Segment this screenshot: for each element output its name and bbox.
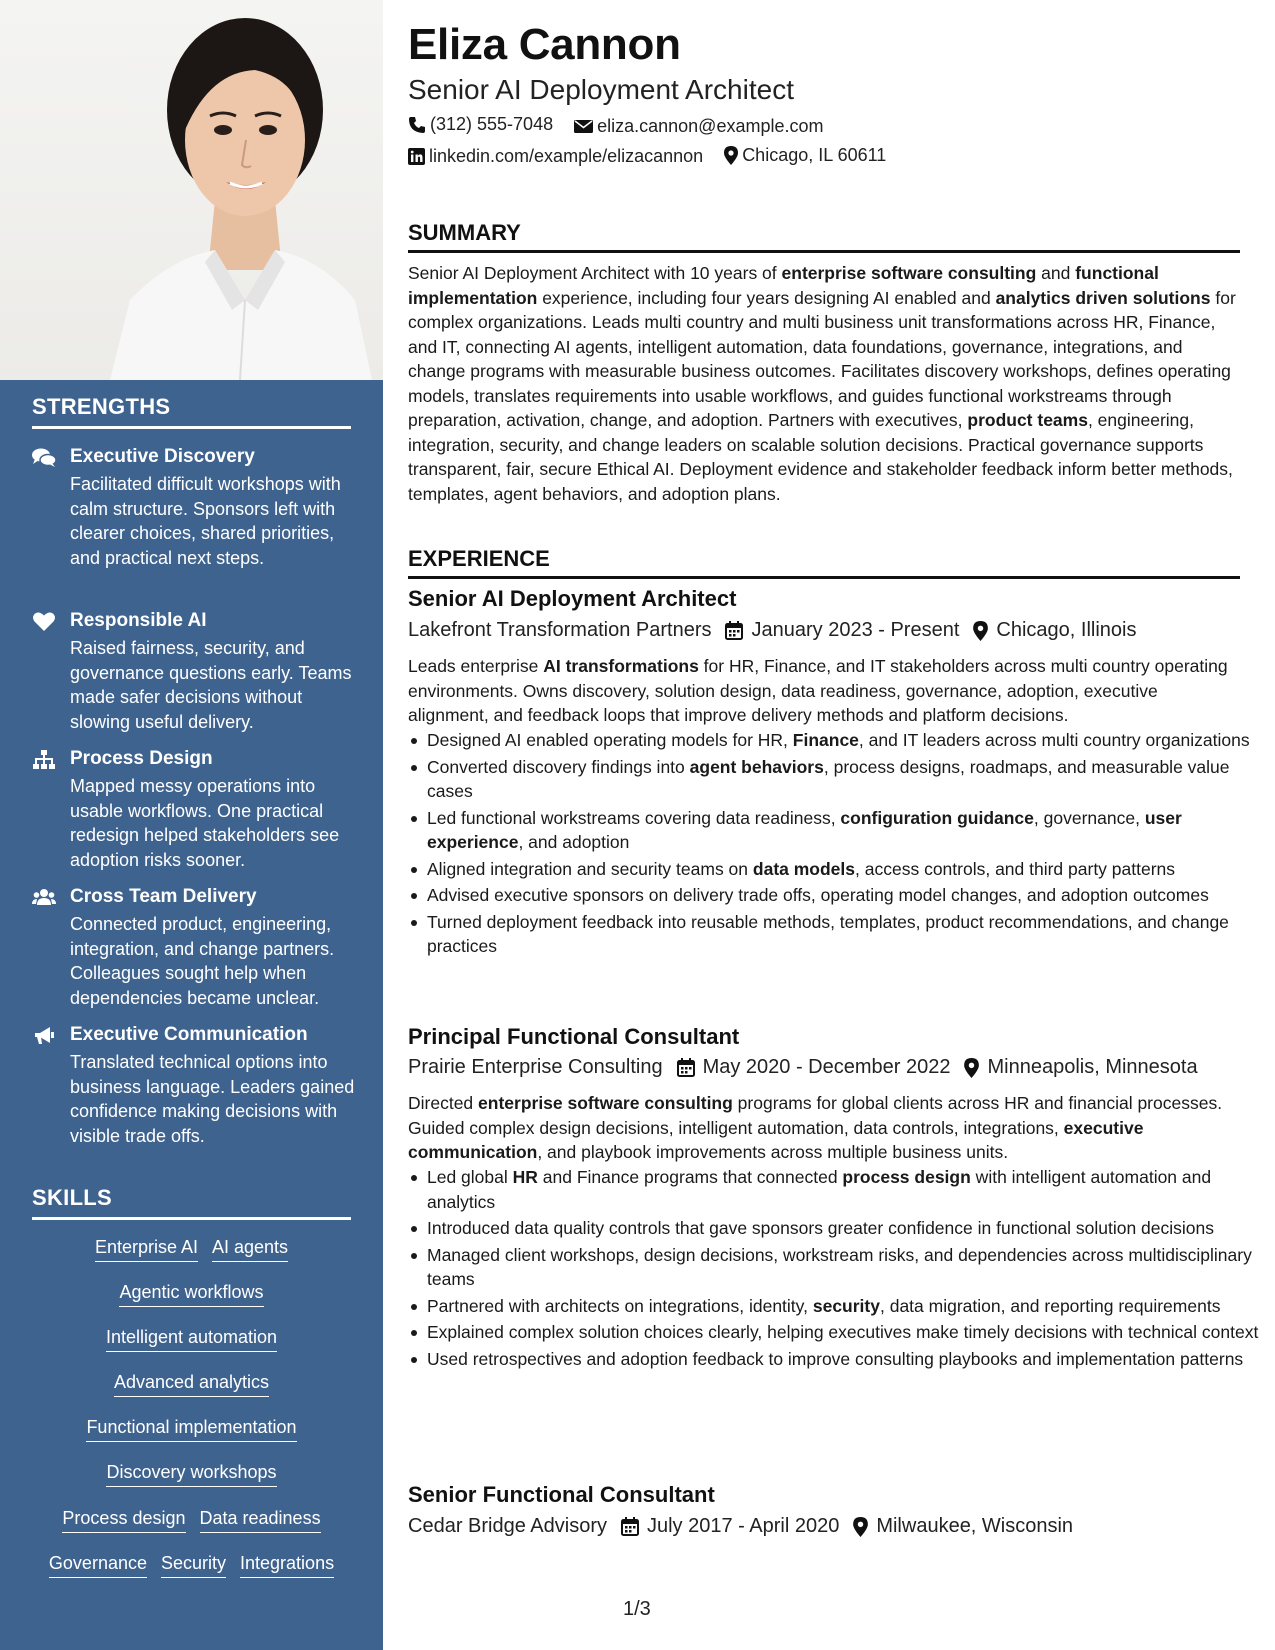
job-location	[964, 1056, 1197, 1079]
skill-tag: Discovery workshops	[106, 1460, 276, 1487]
strength-desc: Translated technical options into business language. Leaders gained confidence making decisions with visible trade offs.	[70, 1052, 355, 1146]
skill-row	[32, 1551, 351, 1578]
list-item: Designed AI enabled operating models for HR, Finance, and IT leaders across multi country organizations	[427, 728, 1259, 753]
skill-tag: Governance	[49, 1551, 147, 1578]
linkedin-contact[interactable]	[408, 146, 703, 167]
job-title: Senior Functional Consultant	[408, 1482, 715, 1507]
job-meta	[408, 1056, 1212, 1079]
job-location	[853, 1515, 1073, 1538]
strength-desc: Facilitated difficult workshops with calm structure. Sponsors left with clearer choices, shared priorities, and practical next steps.	[70, 474, 341, 568]
list-item: Aligned integration and security teams on data models, access controls, and third party patterns	[427, 857, 1259, 882]
experience-heading: EXPERIENCE	[408, 546, 1240, 579]
list-item: Explained complex solution choices clearly, helping executives make timely decisions with technical context	[427, 1320, 1259, 1345]
users-icon	[32, 887, 56, 909]
strength-title: Executive Communication	[70, 1024, 308, 1045]
job-dates	[725, 619, 959, 642]
contact-row	[408, 145, 902, 170]
contact-row	[408, 114, 840, 139]
skill-row	[32, 1415, 351, 1442]
calendar-icon	[621, 1517, 639, 1536]
email-text: eliza.cannon@example.com	[597, 115, 824, 136]
job-bullets	[408, 728, 1259, 961]
phone-icon	[408, 116, 426, 134]
skill-tag: Advanced analytics	[114, 1370, 269, 1397]
comments-icon	[32, 447, 56, 469]
list-item: Used retrospectives and adoption feedback to improve consulting playbooks and implementation patterns	[427, 1347, 1259, 1372]
job-title: Senior AI Deployment Architect	[408, 586, 737, 611]
job-bullets	[408, 1165, 1259, 1373]
skill-tag: Integrations	[240, 1551, 334, 1578]
job-dates	[621, 1515, 839, 1538]
strength-title: Cross Team Delivery	[70, 886, 257, 907]
map-marker-icon	[724, 146, 738, 165]
calendar-icon	[725, 621, 743, 640]
strength-desc: Connected product, engineering, integration, and change partners. Colleagues sought help when dependencies became unclear.	[70, 914, 335, 1008]
job-location	[973, 619, 1136, 642]
job-meta	[408, 619, 1150, 642]
company-name: Prairie Enterprise Consulting	[408, 1056, 663, 1078]
portrait-illustration	[0, 0, 383, 380]
skill-row	[32, 1460, 351, 1487]
skill-tag: Intelligent automation	[106, 1325, 277, 1352]
job-location-text: Minneapolis, Minnesota	[987, 1056, 1198, 1078]
list-item: Turned deployment feedback into reusable methods, templates, product recommendations, and change practices	[427, 910, 1259, 959]
summary-text: Senior AI Deployment Architect with 10 years of enterprise software consulting and functional implementation experience, including four years designing AI enabled and analytics driven solutions for complex organizations. Leads multi country and multi business unit transformations across HR, Finance, and IT, connecting AI agents, intelligent automation, data foundations, governance, integrations, and change programs with measurable business outcomes. Facilitates discovery workshops, defines operating models, translates requirements into usable workflows, and guides functional workstreams through preparation, activation, change, and adoption. Partners with executives, product teams, engineering, integration, security, and change leaders on scalable solution decisions. Practical governance supports transparent, fair, secure Ethical AI. Deployment evidence and stakeholder feedback inform better methods, templates, agent behaviors, and adoption plans.	[408, 263, 1236, 504]
map-marker-icon	[853, 1517, 868, 1537]
skills-heading: SKILLS	[32, 1185, 351, 1220]
skill-tag: Process design	[62, 1506, 185, 1533]
list-item: Introduced data quality controls that gave sponsors greater confidence in functional solution decisions	[427, 1216, 1259, 1241]
calendar-icon	[677, 1058, 695, 1077]
skill-tag: Agentic workflows	[119, 1280, 263, 1307]
strength-title: Responsible AI	[70, 610, 207, 631]
job-location-text: Chicago, Illinois	[996, 619, 1137, 641]
sitemap-icon	[32, 749, 56, 771]
map-marker-icon	[973, 621, 988, 641]
sidebar	[0, 380, 383, 1650]
list-item: Led functional workstreams covering data readiness, configuration guidance, governance, user experience, and adoption	[427, 806, 1259, 855]
job-summary: Leads enterprise AI transformations for HR, Finance, and IT stakeholders across multi country operating environments. Owns discovery, solution design, data readiness, governance, adoption, executive alignment, and feedback loops that improve delivery methods and platform decisions.	[408, 656, 1228, 725]
phone-text: (312) 555-7048	[430, 114, 554, 134]
list-item: Advised executive sponsors on delivery trade offs, operating model changes, and adoption outcomes	[427, 883, 1259, 908]
linkedin-icon	[408, 148, 425, 165]
job-meta	[408, 1515, 1087, 1538]
strength-desc: Mapped messy operations into usable workflows. One practical redesign helped stakeholders see adoption risks sooner.	[70, 776, 340, 870]
skill-tag: Data readiness	[200, 1506, 321, 1533]
skill-row	[32, 1506, 351, 1533]
location-text: Chicago, IL 60611	[742, 145, 887, 165]
skill-tag: AI agents	[212, 1235, 288, 1262]
strengths-heading: STRENGTHS	[32, 394, 351, 429]
skill-tag: Enterprise AI	[95, 1235, 198, 1262]
job-dates-text: January 2023 - Present	[751, 619, 960, 641]
linkedin-text: linkedin.com/example/elizacannon	[429, 146, 704, 166]
job-summary: Directed enterprise software consulting programs for global clients across HR and financial processes. Guided complex design decisions, intelligent automation, data controls, integrations, executive communication, and playbook improvements across multiple business units.	[408, 1093, 1223, 1162]
job-location-text: Milwaukee, Wisconsin	[876, 1515, 1074, 1537]
profile-photo	[0, 0, 383, 380]
strength-title: Process Design	[70, 748, 213, 769]
phone-contact[interactable]	[408, 114, 553, 135]
strength-desc: Raised fairness, security, and governance questions early. Teams made safer decisions without slowing useful delivery.	[70, 638, 352, 732]
skill-tag: Functional implementation	[86, 1415, 296, 1442]
skill-row	[32, 1370, 351, 1397]
page-number: 1/3	[623, 1598, 651, 1620]
heart-icon	[32, 611, 56, 633]
candidate-role: Senior AI Deployment Architect	[408, 74, 794, 105]
envelope-icon	[574, 119, 593, 134]
skill-row	[32, 1235, 351, 1262]
location-contact	[724, 145, 886, 166]
list-item: Managed client workshops, design decisions, workstream risks, and dependencies across multidisciplinary teams	[427, 1243, 1259, 1292]
company-name: Lakefront Transformation Partners	[408, 619, 712, 641]
strength-title: Executive Discovery	[70, 446, 255, 467]
list-item: Led global HR and Finance programs that connected process design with intelligent automation and analytics	[427, 1165, 1259, 1214]
list-item: Converted discovery findings into agent behaviors, process designs, roadmaps, and measurable value cases	[427, 755, 1259, 804]
summary-heading: SUMMARY	[408, 220, 1240, 253]
skill-tag: Security	[161, 1551, 226, 1578]
candidate-name: Eliza Cannon	[408, 20, 681, 69]
job-dates-text: July 2017 - April 2020	[646, 1515, 840, 1537]
skill-row	[32, 1325, 351, 1352]
email-contact[interactable]	[574, 116, 823, 137]
company-name: Cedar Bridge Advisory	[408, 1515, 607, 1537]
map-marker-icon	[964, 1058, 979, 1078]
bullhorn-icon	[32, 1025, 56, 1047]
job-title: Principal Functional Consultant	[408, 1024, 740, 1049]
list-item: Partnered with architects on integrations, identity, security, data migration, and reporting requirements	[427, 1294, 1259, 1319]
job-dates-text: May 2020 - December 2022	[702, 1056, 951, 1078]
job-dates	[677, 1056, 951, 1079]
skill-row	[32, 1280, 351, 1307]
